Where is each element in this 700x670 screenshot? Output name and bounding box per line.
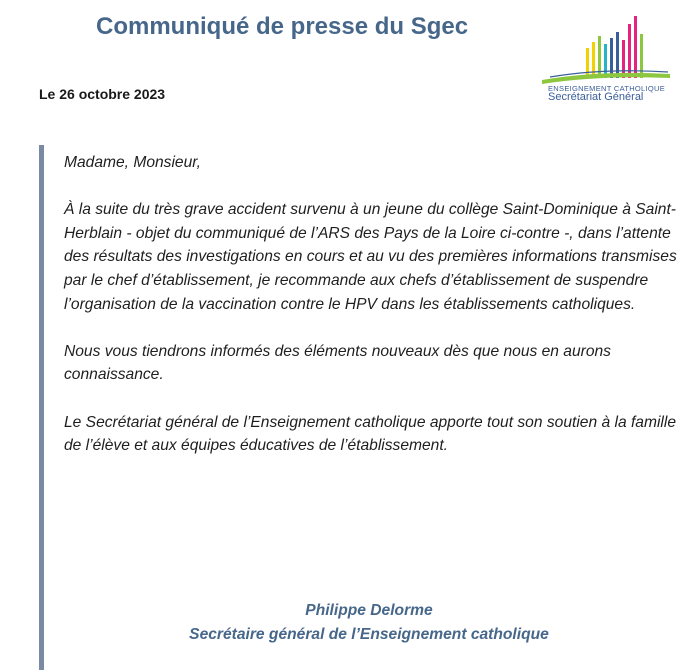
logo-text-line1: ENSEIGNEMENT CATHOLIQUE [548,84,666,93]
signature-name: Philippe Delorme [305,602,433,619]
letter-paragraph-1: À la suite du très grave accident survenu à un jeune du collège Saint-Dominique à Saint-Herblain - objet du communiqué de l’ARS des Pays de la Loire ci-contre -, dans l’attente des résultats des investigations en cours et au vu des premières informations transmises par le chef d’établissement, je recommande aux chefs d’établissement de suspendre l’organisation de la vaccination contre le HPV dans les établissements catholiques. [64,201,677,313]
signature-block [64,599,674,647]
sgec-logo [540,14,674,106]
letter-paragraph-2: Nous vous tiendrons informés des éléments nouveaux dès que nous en aurons connaissance. [64,342,611,384]
logo-text-line2: Secrétariat Général [548,91,644,103]
letter-greeting: Madame, Monsieur, [64,154,201,171]
letter-body [64,151,684,481]
press-release-date: Le 26 octobre 2023 [39,86,166,102]
logo-graphic [540,14,674,84]
signature-role: Secrétaire général de l’Enseignement catholique [189,626,549,643]
letter-side-bar [39,145,44,670]
letter-paragraph-3: Le Secrétariat général de l’Enseignement catholique apporte tout son soutien à la famille de l’élève et aux équipes éducatives de l’établissement. [64,413,677,455]
page-title: Communiqué de presse du Sgec [96,13,469,40]
